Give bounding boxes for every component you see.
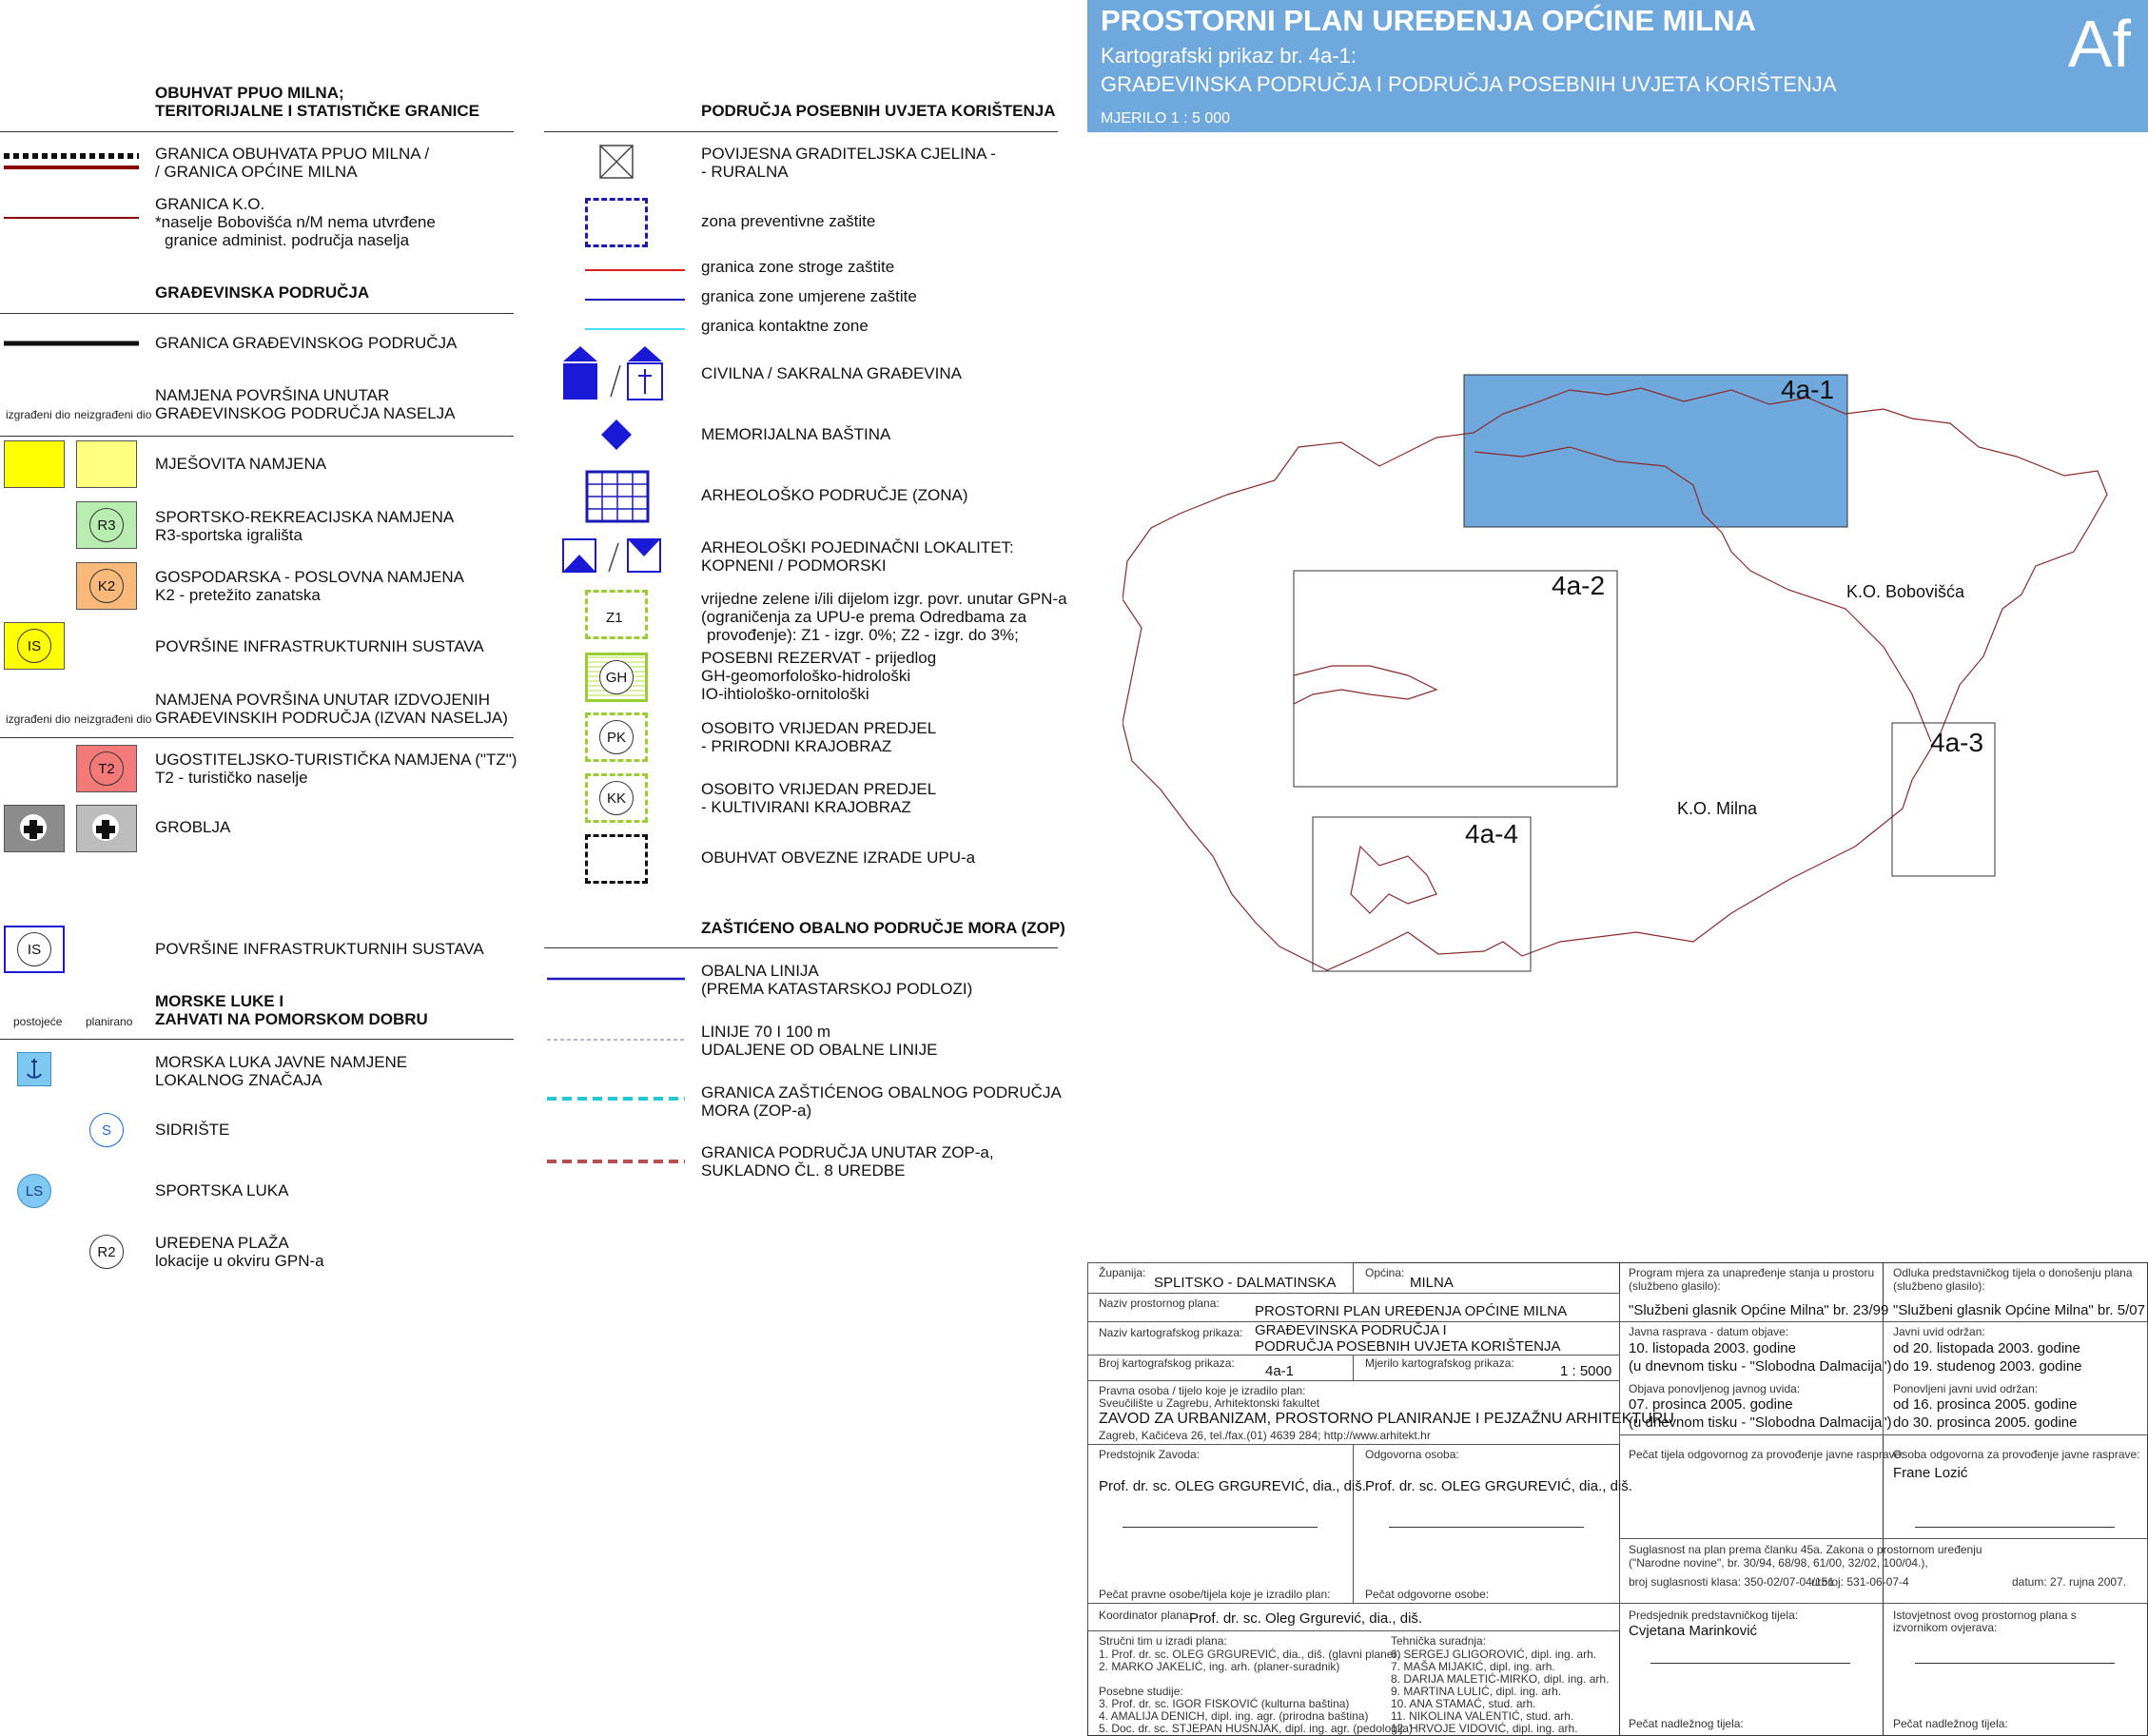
legend-label: POSEBNI REZERVAT - prijedlog	[701, 649, 937, 667]
legend-label: OBUHVAT OBVEZNE IZRADE UPU-a	[701, 848, 976, 867]
divider	[0, 313, 514, 314]
distance-lines-symbol	[547, 1037, 685, 1043]
legend-label: SUKLADNO ČL. 8 UREDBE	[701, 1161, 906, 1180]
legend-label: GOSPODARSKA - POSLOVNA NAMJENA	[155, 568, 464, 586]
president-value: Cvjetana Marinković	[1629, 1623, 1758, 1639]
cell-title: Predstojnik Zavoda:	[1099, 1448, 1201, 1461]
legend-label: zona preventivne zaštite	[701, 212, 876, 230]
cell-title: Objava ponovljenog javnog uvida:	[1629, 1382, 1801, 1395]
legend-label: CIVILNA / SAKRALNA GRAĐEVINA	[701, 364, 962, 382]
cell-title: Sveučilište u Zagrebu, Arhitektonski fakultet	[1099, 1396, 1320, 1410]
coastline-inlet-2	[1351, 847, 1436, 913]
legend-label: UDALJENE OD OBALNE LINIJE	[701, 1041, 938, 1059]
legend-label: POVIJESNA GRADITELJSKA CJELINA -	[701, 145, 996, 163]
signature-line	[1650, 1663, 1850, 1664]
team-member: 7. MAŠA MIJAKIĆ, dipl. ing. arh.	[1391, 1660, 1555, 1673]
sheet-4a-2-frame[interactable]	[1294, 571, 1617, 787]
anchor-icon	[17, 1052, 51, 1086]
cell-title: Broj kartografskog prikaza:	[1099, 1356, 1235, 1370]
legend-heading: ZAŠTIĆENO OBALNO PODRUČJE MORA (ZOP)	[701, 919, 1065, 937]
plan-name-value: PROSTORNI PLAN UREĐENJA OPĆINE MILNA	[1255, 1303, 1568, 1319]
beach-badge: R2	[89, 1235, 124, 1269]
legend-label: GRANICA GRAĐEVINSKOG PODRUČJA	[155, 334, 458, 352]
mixed-use-built-swatch	[4, 440, 65, 488]
coordinator-value: Prof. dr. sc. Oleg Grgurević, dia., diš.	[1189, 1610, 1423, 1627]
legend-label: OBALNA LINIJA	[701, 962, 819, 980]
memorial-heritage-diamond-icon	[600, 419, 633, 451]
team-member: 1. Prof. dr. sc. OLEG GRGUREVIĆ, dia., diš. (glavni planer)	[1099, 1648, 1401, 1661]
r3-badge: R3	[89, 508, 124, 542]
repeat-inspection-value: od 16. prosinca 2005. godine	[1893, 1396, 2078, 1413]
legend-label: K2 - pretežito zanatska	[155, 586, 321, 604]
pk-badge: PK	[599, 720, 634, 754]
municipality-value: MILNA	[1410, 1275, 1454, 1291]
cell-title: Odluka predstavničkog tijela o donošenju plana	[1893, 1266, 2133, 1279]
cadastral-label: K.O. Bobovišća	[1846, 582, 1965, 601]
repeat-hearing-value: 07. prosinca 2005. godine	[1629, 1396, 1793, 1413]
legend-heading: TERITORIJALNE I STATISTIČKE GRANICE	[155, 102, 479, 120]
preventive-zone-symbol	[585, 198, 648, 247]
legend-label: lokacije u okviru GPN-a	[155, 1252, 324, 1270]
legend-label: OSOBITO VRIJEDAN PREDJEL	[701, 780, 937, 798]
legend-label: ARHEOLOŠKI POJEDINAČNI LOKALITET:	[701, 538, 1014, 556]
legend-label: MEMORIJALNA BAŠTINA	[701, 425, 891, 443]
legend-label: - KULTIVIRANI KRAJOBRAZ	[701, 798, 911, 816]
legend-label: GRANICA ZAŠTIĆENOG OBALNOG PODRUČJA	[701, 1083, 1062, 1102]
legend-label: LOKALNOG ZNAČAJA	[155, 1071, 322, 1089]
legend-heading: OBUHVAT PPUO MILNA;	[155, 84, 344, 102]
map-subtitle: GRAĐEVINSKA PODRUČJA I PODRUČJA POSEBNIH UVJETA KORIŠTENJA	[1101, 72, 1837, 96]
legend-label: granica zone stroge zaštite	[701, 258, 895, 276]
team-member: 8. DARIJA MALETIĆ-MIRKO, dipl. ing. arh.	[1391, 1672, 1610, 1686]
legend-heading: ZAHVATI NA POMORSKOM DOBRU	[155, 1010, 428, 1028]
team-member: 2. MARKO JAKELIĆ, ing. arh. (planer-suradnik)	[1099, 1660, 1340, 1673]
column-label: izgrađeni dio	[6, 712, 71, 726]
legend-label: GRAĐEVINSKIH PODRUČJA (IZVAN NASELJA)	[155, 709, 508, 727]
cell-title: Program mjera za unapređenje stanja u prostoru	[1629, 1266, 1875, 1279]
team-member: 11. NIKOLINA VALENTIĆ, stud. arh.	[1391, 1709, 1574, 1723]
institution-address: Zagreb, Kačićeva 26, tel./fax.(01) 4639 284; http://www.arhitekt.hr	[1099, 1429, 1431, 1442]
legend-label: granica zone umjerene zaštite	[701, 287, 917, 305]
map-scale: MJERILO 1 : 5 000	[1101, 110, 1231, 127]
archaeological-zone-symbol	[585, 470, 650, 523]
approval-text: Suglasnost na plan prema članku 45a. Zakona o prostornom uređenju	[1629, 1543, 1982, 1556]
plan-title: PROSTORNI PLAN UREĐENJA OPĆINE MILNA	[1101, 4, 1756, 37]
legend-label: SPORTSKA LUKA	[155, 1181, 289, 1200]
cell-title: Županija:	[1099, 1266, 1146, 1279]
repeat-inspection-value: do 30. prosinca 2005. godine	[1893, 1414, 2078, 1431]
legend-label: UREĐENA PLAŽA	[155, 1234, 289, 1252]
rural-heritage-symbol	[599, 145, 634, 179]
divider	[0, 1039, 514, 1040]
key-map	[1123, 361, 2140, 1141]
legend-label: NAMJENA POVRŠINA UNUTAR IZDVOJENIH	[155, 691, 491, 709]
signature-line	[1389, 1527, 1584, 1528]
cell-title: Općina:	[1365, 1266, 1405, 1279]
contact-zone-line	[585, 326, 685, 332]
sheet-label: 4a-3	[1930, 728, 1984, 757]
is-badge: IS	[17, 629, 51, 663]
team-member: 5. Doc. dr. sc. STJEPAN HUSNJAK, dipl. ing. agr. (pedologija)	[1099, 1722, 1413, 1735]
approval-text: datum: 27. rujna 2007.	[2012, 1575, 2127, 1589]
cell-title: Naziv kartografskog prikaza:	[1099, 1326, 1243, 1339]
public-hearing-value: (u dnevnom tisku - "Slobodna Dalmacija")	[1629, 1358, 1892, 1375]
institution-value: ZAVOD ZA URBANIZAM, PROSTORNO PLANIRANJE I PEJZAŽNU ARHITEKTURU	[1099, 1411, 1674, 1427]
municipality-boundary-symbol	[4, 150, 139, 173]
legend-label: granica kontaktne zone	[701, 317, 869, 335]
legend-label: (ograničenja za UPU-e prema Odredbama za	[701, 608, 1027, 626]
k2-badge: K2	[89, 569, 124, 603]
sheet-code: Af	[2067, 7, 2131, 81]
divider	[0, 436, 514, 437]
divider	[544, 131, 1058, 132]
cell-title: izvornikom ovjerava:	[1893, 1621, 1998, 1634]
kk-badge: KK	[599, 781, 634, 815]
legend-label: - PRIRODNI KRAJOBRAZ	[701, 737, 892, 755]
county-value: SPLITSKO - DALMATINSKA	[1154, 1275, 1337, 1291]
team-member: 6. SERGEJ GLIGOROVIĆ, dipl. ing. arh.	[1391, 1648, 1597, 1661]
cell	[1087, 1444, 1354, 1604]
z1-label: Z1	[606, 610, 623, 626]
cell-title: (službeno glasilo):	[1629, 1279, 1721, 1293]
legend-heading: MORSKE LUKE I	[155, 992, 284, 1010]
signature-line	[1915, 1527, 2115, 1528]
team-member: 4. AMALIJA DENICH, dipl. ing. agr. (prirodna baština)	[1099, 1709, 1369, 1723]
cell-title: Ponovljeni javni uvid održan:	[1893, 1382, 2039, 1395]
decision-value: "Službeni glasnik Općine Milna" br. 5/07	[1893, 1302, 2145, 1318]
divider	[0, 737, 514, 738]
legend-label: GRANICA OBUHVATA PPUO MILNA /	[155, 145, 430, 163]
legend-label: T2 - turističko naselje	[155, 769, 308, 787]
building-area-boundary-symbol	[4, 340, 139, 347]
legend-label: POVRŠINE INFRASTRUKTURNIH SUSTAVA	[155, 637, 484, 655]
signature-line	[1123, 1527, 1318, 1528]
cell-title: Naziv prostornog plana:	[1099, 1297, 1220, 1310]
cell-title: Osoba odgovorna za provođenje javne rasprave:	[1893, 1448, 2140, 1461]
inspection-value: do 19. studenog 2003. godine	[1893, 1358, 2082, 1375]
column-label: planirano	[86, 1015, 133, 1028]
cell-title: (službeno glasilo):	[1893, 1279, 1985, 1293]
cell-title: Istovjetnost ovog prostornog plana s	[1893, 1609, 2077, 1622]
cadastral-label: K.O. Milna	[1677, 799, 1758, 818]
legend-label: (PREMA KATASTARSKOJ PODLOZI)	[701, 980, 973, 998]
sport-harbour-badge: LS	[17, 1174, 51, 1208]
inspection-value: od 20. listopada 2003. godine	[1893, 1340, 2080, 1356]
responsible-person-value: Frane Lozić	[1893, 1465, 1968, 1481]
legend-label: GROBLJA	[155, 818, 231, 836]
cell-title: Odgovorna osoba:	[1365, 1448, 1459, 1461]
legend-label: GRANICA K.O.	[155, 195, 265, 213]
approval-text: broj suglasnosti klasa: 350-02/07-04/151	[1629, 1575, 1835, 1589]
legend-label: NAMJENA POVRŠINA UNUTAR	[155, 386, 390, 404]
head-value: Prof. dr. sc. OLEG GRGUREVIĆ, dia., diš.	[1099, 1478, 1366, 1494]
title-block	[1087, 0, 2148, 132]
coastline-symbol	[547, 976, 685, 982]
approval-text: ("Narodne novine", br. 30/94, 68/98, 61/00, 32/02, 100/04.),	[1629, 1556, 1928, 1570]
cell-title: Pečat tijela odgovornog za provođenje javne rasprave:	[1629, 1448, 1904, 1461]
ko-boundary-symbol	[4, 215, 139, 221]
team-member: 10. ANA STAMAĆ, stud. arh.	[1391, 1697, 1536, 1710]
zop-inner-boundary-symbol	[547, 1158, 685, 1165]
legend-label: provođenje): Z1 - izgr. 0%; Z2 - izgr. do 3%;	[707, 626, 1019, 644]
map-number: Kartografski prikaz br. 4a-1:	[1101, 44, 1357, 68]
legend-label: LINIJE 70 I 100 m	[701, 1023, 831, 1041]
legend-label: OSOBITO VRIJEDAN PREDJEL	[701, 719, 937, 737]
archaeological-site-symbol	[561, 537, 675, 575]
cell-title: Javni uvid održan:	[1893, 1325, 1985, 1338]
legend-label: MORSKA LUKA JAVNE NAMJENE	[155, 1053, 408, 1071]
approval-text: urbroj: 531-06-07-4	[1811, 1575, 1909, 1589]
legend-label: SPORTSKO-REKREACIJSKA NAMJENA	[155, 508, 455, 526]
team-member: 12. HRVOJE VIDOVIĆ, dipl. ing. arh.	[1391, 1722, 1578, 1735]
cross-icon	[77, 806, 135, 850]
gh-badge: GH	[599, 660, 634, 694]
cell-title: Mjerilo kartografskog prikaza:	[1365, 1356, 1514, 1370]
t2-badge: T2	[89, 751, 124, 786]
cemetery-built-swatch	[4, 805, 65, 852]
sheet-label: 4a-4	[1465, 819, 1519, 848]
upu-scope-symbol	[585, 834, 648, 884]
legend-label: MORA (ZOP-a)	[701, 1102, 812, 1120]
cell-title: Pravna osoba / tijelo koje je izradilo plan:	[1099, 1384, 1306, 1397]
sheet-label: 4a-1	[1781, 375, 1835, 404]
legend-label: SIDRIŠTE	[155, 1121, 230, 1139]
column-label: izgrađeni dio	[6, 408, 71, 421]
team-member: Posebne studije:	[1099, 1685, 1183, 1698]
column-label: neizgrađeni dio	[74, 408, 152, 421]
scale-value: 1 : 5000	[1560, 1363, 1612, 1379]
cell-title: Pečat pravne osobe/tijela koje je izradilo plan:	[1099, 1588, 1331, 1601]
responsible-value: Prof. dr. sc. OLEG GRGUREVIĆ, dia., diš.	[1365, 1478, 1632, 1494]
map-name-value: PODRUČJA POSEBNIH UVJETA KORIŠTENJA	[1255, 1338, 1561, 1355]
legend-label: UGOSTITELJSKO-TURISTIČKA NAMJENA ("TZ")	[155, 751, 517, 769]
moderate-zone-line	[585, 297, 685, 302]
legend-label: GH-geomorfološko-hidrološki	[701, 667, 911, 685]
divider	[0, 131, 514, 132]
program-value: "Službeni glasnik Općine Milna" br. 23/99	[1629, 1302, 1889, 1318]
team-member: 9. MARTINA LULIĆ, dipl. ing. arh.	[1391, 1685, 1562, 1698]
is-badge: IS	[17, 932, 51, 966]
column-label: postojeće	[13, 1015, 63, 1028]
repeat-hearing-value: (u dnevnom tisku - "Slobodna Dalmacija")	[1629, 1414, 1892, 1431]
legend-label: - RURALNA	[701, 163, 789, 181]
divider	[544, 947, 1058, 948]
anchorage-badge: S	[89, 1113, 124, 1147]
map-name-value: GRAĐEVINSKA PODRUČJA I	[1255, 1322, 1447, 1338]
cell-title: Stručni tim u izradi plana:	[1099, 1634, 1227, 1648]
legend-label: ARHEOLOŠKO PODRUČJE (ZONA)	[701, 486, 968, 504]
cemetery-unbuilt-swatch	[76, 805, 137, 852]
legend-label: / GRANICA OPĆINE MILNA	[155, 163, 358, 181]
legend-label: vrijedne zelene i/ili dijelom izgr. povr. unutar GPN-a	[701, 590, 1067, 608]
column-label: neizgrađeni dio	[74, 712, 152, 726]
cell-title: Koordinator plana:	[1099, 1609, 1193, 1622]
legend-label: POVRŠINE INFRASTRUKTURNIH SUSTAVA	[155, 940, 484, 958]
cell-title: Pečat nadležnog tijela:	[1629, 1717, 1744, 1730]
legend-label: granice administ. područja naselja	[165, 231, 410, 249]
legend-label: KOPNENI / PODMORSKI	[701, 556, 887, 575]
legend-label: R3-sportska igrališta	[155, 526, 303, 544]
map-number-value: 4a-1	[1265, 1363, 1295, 1379]
coastline-inlet	[1294, 666, 1436, 704]
mixed-use-unbuilt-swatch	[76, 440, 137, 488]
sheet-label: 4a-2	[1552, 571, 1606, 600]
public-hearing-value: 10. listopada 2003. godine	[1629, 1340, 1796, 1356]
team-member: 3. Prof. dr. sc. IGOR FISKOVIĆ (kulturna baština)	[1099, 1697, 1350, 1710]
legend-label: GRANICA PODRUČJA UNUTAR ZOP-a,	[701, 1143, 994, 1161]
cell-title: Pečat nadležnog tijela:	[1893, 1717, 2008, 1730]
legend-label: IO-ihtiološko-ornitološki	[701, 685, 869, 703]
legend-heading: GRAĐEVINSKA PODRUČJA	[155, 283, 370, 302]
legend-label: MJEŠOVITA NAMJENA	[155, 455, 327, 473]
signature-line	[1915, 1663, 2115, 1664]
zop-boundary-symbol	[547, 1095, 685, 1102]
cross-icon	[5, 806, 63, 850]
legend-label: *naselje Bobovišća n/M nema utvrđene	[155, 213, 436, 231]
cell-title: Tehnička suradnja:	[1391, 1634, 1487, 1648]
legend-heading: PODRUČJA POSEBNIH UVJETA KORIŠTENJA	[701, 102, 1056, 120]
cell-title: Javna rasprava - datum objave:	[1629, 1325, 1789, 1338]
civil-sacral-building-symbol	[561, 344, 675, 403]
legend-label: GRAĐEVINSKOG PODRUČJA NASELJA	[155, 404, 456, 422]
strict-zone-line	[585, 267, 685, 273]
cell-title: Pečat odgovorne osobe:	[1365, 1588, 1490, 1601]
cell-title: Predsjednik predstavničkog tijela:	[1629, 1609, 1799, 1622]
